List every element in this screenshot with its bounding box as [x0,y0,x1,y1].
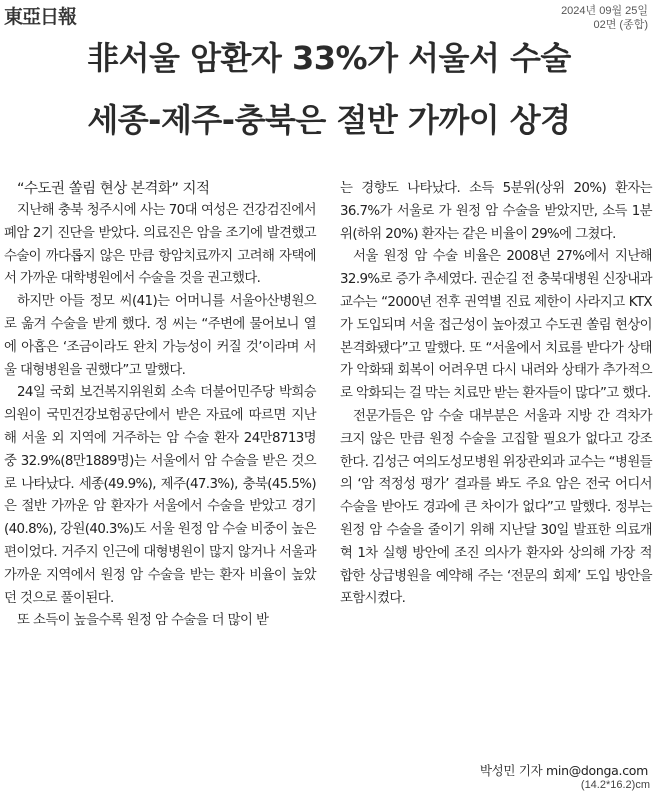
paragraph: 지난해 충북 청주시에 사는 70대 여성은 건강검진에서 폐암 2기 진단을 받았다. 의료진은 암을 조기에 발견했고 수술이 까다롭지 않은 만큼 항암치료까지 고려해 자택에서 가까운 대학병원에서 수술을 것을 권고했다. [4,203,316,287]
clipping-size-note: (14.2*16.2)cm [580,779,650,791]
article-column-left [4,178,316,633]
newspaper-masthead: 東亞日報 [4,6,77,28]
paragraph-continued: 는 경향도 나타났다. 소득 5분위(상위 20%) 환자는 36.7%가 서울로 가 원정 암 수술을 받았지만, 소득 1분위(하위 20%) 환자는 같은 비율이 29%에 그쳤다. [340,181,652,242]
paragraph: 24일 국회 보건복지위원회 소속 더불어민주당 박희승 의원이 국민건강보험공단에서 받은 자료에 따르면 지난해 서울 외 지역에 거주하는 암 수술 환자 24만8713명 중 32.9%(8만1889명)는 서울에서 암 수술을 받은 것으로 나타났다. 세종(49.9%), 제주(47.3%), 충북(45.5%)은 절반 가까운 암 환자가 서울에서 수술을 받았고 경기(40.8%), 강원(40.3%)도 서울 원정 암 수술 비중이 높은 편이었다. 거주지 인근에 대형병원이 많지 않거나 서울과 가까운 지역에서 원정 암 수술을 받는 환자 비율이 높았던 것으로 풀이된다. [4,385,316,606]
paragraph: 하지만 아들 정모 씨(41)는 어머니를 서울아산병원으로 옮겨 수술을 받게 했다. 정 씨는 “주변에 물어보니 열에 아홉은 ‘조금이라도 완치 가능성이 커질 것’이라며 서울 대형병원을 권했다”고 말했다. [4,294,316,378]
article-column-right [340,178,652,611]
author-byline: 박성민 기자 min@donga.com [479,763,648,778]
headline-line-2: 세종-제주-충북은 절반 가까이 상경 [87,101,571,139]
page-edition: 02면 (종합) [593,19,648,31]
subheadline: “수도권 쏠림 현상 본격화” 지적 [17,181,210,197]
paragraph: 또 소득이 높을수록 원정 암 수술을 더 많이 받 [17,613,269,629]
paragraph: 서울 원정 암 수술 비율은 2008년 27%에서 지난해 32.9%로 증가 추세였다. 권순길 전 충북대병원 신장내과 교수는 “2000년 전후 권역별 진료 제한이 사라지고 KTX가 도입되며 서울 접근성이 높아졌고 수도권 쏠림 현상이 본격화됐다”고 말했다. 또 “서울에서 치료를 받다가 상태가 악화돼 회복이 어려우면 다시 내려와 상태가 추가적으로 악화되는 걸 막는 치료만 받는 환자들이 많다”고 했다. [340,249,652,402]
publication-date: 2024년 09월 25일 [561,5,648,17]
paragraph: 전문가들은 암 수술 대부분은 서울과 지방 간 격차가 크지 않은 만큼 원정 수술을 고집할 필요가 없다고 강조한다. 김성근 여의도성모병원 위장관외과 교수는 “병원들의 ‘암 적정성 평가’ 결과를 봐도 주요 암은 전국 어디서 수술을 받아도 경과에 큰 차이가 없다”고 말했다. 정부는 원정 암 수술을 줄이기 위해 지난달 30일 발표한 의료개혁 1차 실행 방안에 조진 의사가 환자와 상의해 가장 적합한 상급병원을 예약해 주는 ‘전문의 회제’ 도입 방안을 포함시켰다. [340,408,652,607]
headline-line-1: 非서울 암환자 33%가 서울서 수술 [87,39,571,77]
